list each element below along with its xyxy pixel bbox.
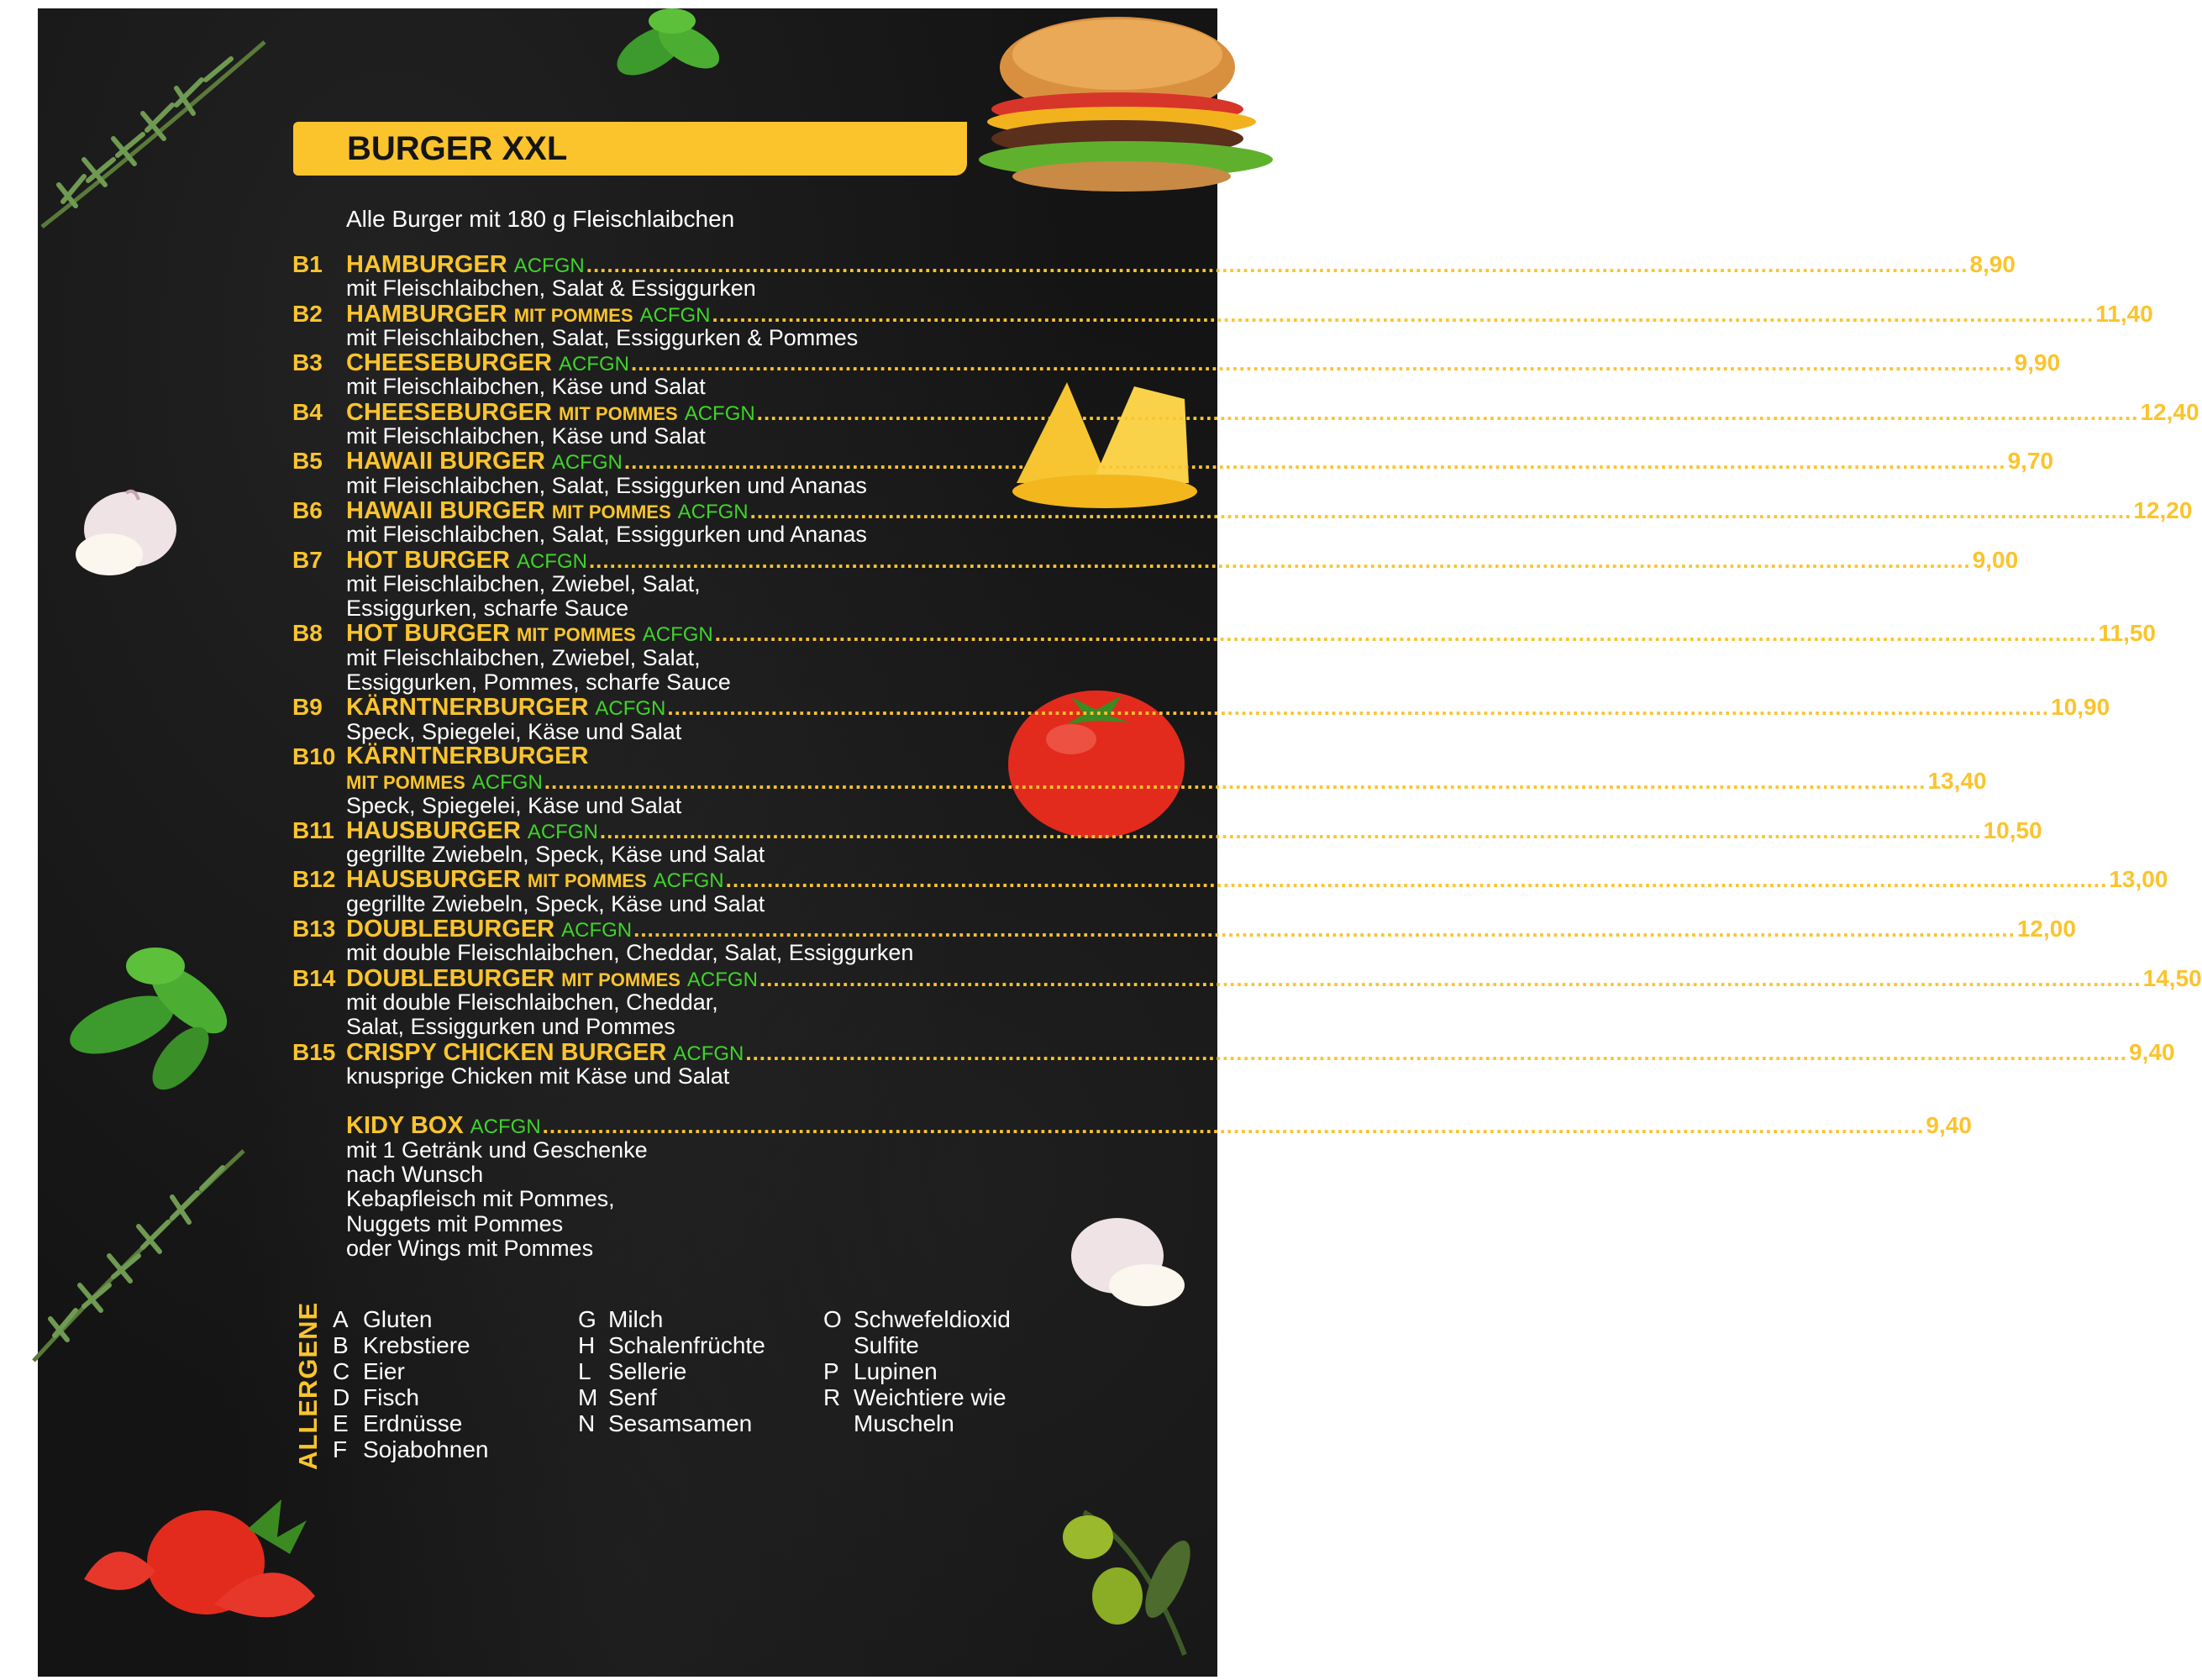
item-code: B5 bbox=[292, 448, 323, 475]
dot-leader: ........................................................................................................................................................................................................ bbox=[749, 497, 2132, 523]
dot-leader: ........................................................................................................................................................................................................ bbox=[586, 252, 1968, 277]
item-description: Essiggurken, scharfe Sauce bbox=[346, 596, 629, 622]
item-description: mit Fleischlaibchen, Zwiebel, Salat, bbox=[346, 570, 701, 596]
dot-leader: ........................................................................................................................................................................................................ bbox=[542, 1113, 1925, 1139]
item-allergens: ACFGN bbox=[558, 353, 629, 376]
menu-item bbox=[292, 866, 2168, 916]
olives-image bbox=[1050, 1495, 1201, 1663]
menu-item bbox=[292, 251, 2015, 302]
item-name: HAMBURGER bbox=[346, 251, 507, 278]
item-name-line bbox=[346, 620, 2156, 648]
allergen-name: Eier bbox=[363, 1358, 405, 1384]
item-allergens: ACFGN bbox=[673, 1042, 744, 1065]
item-name-line bbox=[346, 744, 967, 769]
item-price: 12,20 bbox=[2133, 496, 2193, 523]
menu-item bbox=[292, 694, 2110, 744]
item-allergens: ACFGN bbox=[470, 1116, 541, 1139]
item-price: 9,40 bbox=[1926, 1112, 1972, 1139]
menu-item bbox=[292, 742, 1987, 818]
subtitle: Alle Burger mit 180 g Fleischlaibchen bbox=[346, 206, 735, 232]
menu-item-head bbox=[292, 694, 2110, 722]
item-name-line bbox=[346, 694, 2110, 722]
item-allergens: ACFGN bbox=[551, 451, 623, 475]
item-description: Speck, Spiegelei, Käse und Salat bbox=[346, 792, 682, 818]
item-price: 9,70 bbox=[2007, 448, 2054, 475]
item-description: Salat, Essiggurken und Pommes bbox=[346, 1014, 675, 1040]
allergen-letter: B bbox=[333, 1332, 349, 1358]
item-name: KIDY BOX bbox=[346, 1112, 464, 1140]
item-allergens: ACFGN bbox=[471, 771, 543, 795]
item-code: B6 bbox=[292, 496, 323, 523]
item-description: mit Fleischlaibchen, Salat, Essiggurken und Ananas bbox=[346, 522, 867, 548]
menu-item-head bbox=[292, 496, 2193, 524]
allergen-letter: E bbox=[333, 1410, 349, 1436]
item-allergens: ACFGN bbox=[684, 402, 755, 425]
item-name-line bbox=[346, 448, 2054, 475]
item-name-line bbox=[346, 916, 2076, 943]
item-description: mit Fleischlaibchen, Salat & Essiggurken bbox=[346, 276, 756, 302]
item-description: mit Fleischlaibchen, Salat, Essiggurken und Ananas bbox=[346, 472, 867, 498]
menu-item bbox=[292, 916, 2076, 966]
allergen-letter: L bbox=[578, 1358, 591, 1384]
allergen-name: Senf bbox=[608, 1384, 657, 1410]
item-name: HAWAII BURGER bbox=[346, 448, 545, 475]
item-allergens: ACFGN bbox=[653, 869, 724, 893]
item-description: gegrillte Zwiebeln, Speck, Käse und Salat bbox=[346, 890, 765, 916]
menu-item bbox=[292, 448, 2054, 498]
allergen-column-1 bbox=[333, 1306, 488, 1462]
item-allergens: ACFGN bbox=[677, 500, 749, 523]
item-name-line bbox=[346, 866, 2168, 894]
menu-item bbox=[292, 816, 2042, 868]
item-suffix: MIT POMMES bbox=[527, 870, 647, 892]
item-allergens: ACFGN bbox=[513, 255, 585, 277]
cheese-image bbox=[1008, 374, 1201, 512]
menu-item-head bbox=[292, 398, 2199, 426]
menu-item bbox=[292, 1112, 1972, 1261]
allergen-name: Gluten bbox=[363, 1306, 433, 1332]
item-description: Speck, Spiegelei, Käse und Salat bbox=[346, 718, 682, 744]
menu-item-head bbox=[292, 300, 2153, 328]
item-name: HAMBURGER bbox=[346, 300, 507, 328]
item-price: 11,50 bbox=[2098, 620, 2156, 647]
item-price: 11,40 bbox=[2095, 300, 2153, 327]
item-suffix: MIT POMMES bbox=[551, 501, 671, 522]
dot-leader: ........................................................................................................................................................................................................ bbox=[630, 350, 2013, 376]
item-suffix: MIT POMMES bbox=[346, 772, 465, 794]
item-name: HOT BURGER bbox=[346, 620, 510, 648]
dot-leader: ........................................................................................................................................................................................................ bbox=[599, 817, 1982, 843]
allergen-row bbox=[333, 1306, 488, 1332]
menu-item-head bbox=[292, 1112, 1972, 1140]
allergen-letter: G bbox=[578, 1306, 596, 1332]
menu-item-head bbox=[292, 916, 2076, 943]
item-price: 10,90 bbox=[2051, 694, 2110, 721]
menu-item-head bbox=[292, 1038, 2175, 1066]
dot-leader: ........................................................................................................................................................................................................ bbox=[667, 695, 2050, 721]
allergen-row bbox=[823, 1332, 1011, 1358]
menu-item-head bbox=[292, 349, 2061, 377]
allergen-letter: R bbox=[823, 1384, 841, 1410]
item-code: B15 bbox=[292, 1038, 336, 1065]
garlic-left-image bbox=[55, 483, 181, 580]
allergen-name: Sojabohnen bbox=[363, 1436, 489, 1462]
item-code: B9 bbox=[292, 694, 323, 721]
item-name-line bbox=[346, 398, 2199, 426]
allergen-name: Sesamsamen bbox=[608, 1410, 753, 1436]
garlic-right-image bbox=[1067, 1210, 1193, 1310]
menu-item-head bbox=[292, 448, 2054, 475]
tomatoes-bottom-image bbox=[80, 1495, 332, 1638]
item-description: mit Fleischlaibchen, Käse und Salat bbox=[346, 374, 706, 400]
item-price: 13,40 bbox=[1927, 768, 1987, 795]
allergen-row bbox=[333, 1410, 488, 1436]
item-description: mit Fleischlaibchen, Käse und Salat bbox=[346, 423, 706, 449]
allergen-name: Erdnüsse bbox=[363, 1410, 463, 1436]
allergen-letter bbox=[823, 1332, 854, 1358]
allergen-letter: N bbox=[578, 1410, 596, 1436]
item-description: mit 1 Getränk und Geschenke bbox=[346, 1137, 648, 1163]
item-name-line bbox=[346, 546, 2019, 574]
menu-item-head bbox=[292, 964, 2202, 992]
allergen-row bbox=[333, 1436, 488, 1462]
item-name: CHEESEBURGER bbox=[346, 349, 552, 377]
item-name-line bbox=[346, 1112, 1972, 1140]
item-name-line bbox=[346, 964, 2202, 992]
item-suffix: MIT POMMES bbox=[513, 304, 633, 326]
item-name: HOT BURGER bbox=[346, 546, 510, 574]
page-title: BURGER XXL bbox=[347, 130, 568, 167]
item-description: mit double Fleischlaibchen, Cheddar, bbox=[346, 989, 718, 1015]
dot-leader: ........................................................................................................................................................................................................ bbox=[712, 301, 2094, 327]
item-price: 9,90 bbox=[2014, 349, 2061, 376]
dot-leader: ........................................................................................................................................................................................................ bbox=[588, 547, 1971, 573]
item-name: HAUSBURGER bbox=[346, 816, 521, 844]
item-code: B7 bbox=[292, 546, 323, 573]
menu-item bbox=[292, 398, 2199, 449]
item-allergens: ACFGN bbox=[686, 968, 758, 991]
item-suffix: MIT POMMES bbox=[558, 402, 678, 424]
menu-item-head bbox=[292, 546, 2019, 574]
menu-item-head bbox=[292, 251, 2015, 278]
item-price: 12,40 bbox=[2140, 398, 2199, 425]
menu-item bbox=[292, 1038, 2175, 1089]
menu-item-head bbox=[292, 816, 2042, 844]
allergen-letter: F bbox=[333, 1436, 348, 1462]
menu-item-head bbox=[292, 866, 2168, 894]
item-name: KÄRNTNERBURGER bbox=[346, 742, 589, 769]
item-name-line bbox=[346, 1038, 2175, 1066]
item-name-line bbox=[346, 496, 2193, 524]
item-allergens: ACFGN bbox=[527, 820, 598, 843]
dot-leader: ........................................................................................................................................................................................................ bbox=[544, 769, 1926, 795]
dot-leader: ........................................................................................................................................................................................................ bbox=[725, 867, 2108, 893]
item-code: B14 bbox=[292, 964, 336, 991]
allergen-row bbox=[578, 1358, 765, 1384]
item-name: DOUBLEBURGER bbox=[346, 916, 555, 943]
menu-item-head bbox=[292, 768, 1987, 795]
item-description: Essiggurken, Pommes, scharfe Sauce bbox=[346, 669, 731, 696]
allergen-name: Krebstiere bbox=[363, 1332, 470, 1358]
item-description: gegrillte Zwiebeln, Speck, Käse und Salat bbox=[346, 842, 765, 868]
menu-item bbox=[292, 300, 2153, 351]
item-name: HAUSBURGER bbox=[346, 866, 521, 894]
item-description: nach Wunsch bbox=[346, 1161, 484, 1187]
item-description: mit Fleischlaibchen, Salat, Essiggurken & Pommes bbox=[346, 324, 859, 350]
allergen-row bbox=[333, 1332, 488, 1358]
item-description: Nuggets mit Pommes bbox=[346, 1210, 564, 1236]
allergen-letter: P bbox=[823, 1358, 839, 1384]
allergen-name: Lupinen bbox=[854, 1358, 938, 1384]
allergen-name: Fisch bbox=[363, 1384, 419, 1410]
item-price: 14,50 bbox=[2142, 964, 2202, 991]
allergen-row bbox=[823, 1384, 1011, 1410]
menu-item-head bbox=[292, 744, 967, 769]
allergen-name: Sulfite bbox=[854, 1332, 919, 1358]
item-code: B13 bbox=[292, 916, 336, 942]
allergen-name: Weichtiere wie bbox=[854, 1384, 1006, 1410]
basil-left-image bbox=[63, 932, 248, 1092]
allergen-name: Sellerie bbox=[608, 1358, 687, 1384]
item-price: 8,90 bbox=[1969, 251, 2015, 277]
item-price: 13,00 bbox=[2109, 866, 2168, 893]
item-name-line bbox=[346, 768, 1987, 795]
allergen-name: Milch bbox=[608, 1306, 664, 1332]
item-code: B10 bbox=[292, 743, 336, 769]
allergen-row bbox=[333, 1384, 488, 1410]
item-allergens: ACFGN bbox=[561, 919, 633, 942]
item-code: B3 bbox=[292, 349, 323, 376]
allergen-row bbox=[578, 1384, 765, 1410]
menu-list bbox=[292, 251, 2202, 1261]
menu-item-head bbox=[292, 620, 2156, 648]
item-name-line bbox=[346, 349, 2061, 377]
item-price: 10,50 bbox=[1983, 816, 2042, 843]
item-code: B11 bbox=[292, 816, 334, 843]
menu-item bbox=[292, 546, 2019, 622]
allergen-letter: C bbox=[333, 1358, 350, 1384]
item-code: B4 bbox=[292, 398, 323, 425]
allergen-letter: A bbox=[333, 1306, 349, 1332]
allergen-letter: D bbox=[333, 1384, 350, 1410]
allergen-row bbox=[333, 1358, 488, 1384]
dot-leader: ........................................................................................................................................................................................................ bbox=[745, 1039, 2128, 1065]
allergen-letter: O bbox=[823, 1306, 842, 1332]
item-description: mit double Fleischlaibchen, Cheddar, Salat, Essiggurken bbox=[346, 940, 914, 966]
allergen-row bbox=[578, 1332, 765, 1358]
item-price: 9,40 bbox=[2129, 1038, 2175, 1065]
allergen-letter: M bbox=[578, 1384, 598, 1410]
item-name: DOUBLEBURGER bbox=[346, 964, 555, 992]
allergen-column-2 bbox=[578, 1306, 765, 1436]
allergen-column-3 bbox=[823, 1306, 1011, 1436]
allergen-row bbox=[578, 1306, 765, 1332]
basil-top-image bbox=[609, 0, 727, 113]
allergen-row bbox=[823, 1358, 1011, 1384]
item-suffix: MIT POMMES bbox=[561, 969, 681, 990]
item-name-line bbox=[346, 300, 2153, 328]
menu-item bbox=[292, 496, 2193, 548]
item-price: 12,00 bbox=[2016, 916, 2076, 942]
item-name: CHEESEBURGER bbox=[346, 398, 552, 426]
item-description: Kebapfleisch mit Pommes, bbox=[346, 1186, 615, 1212]
allergen-name: Schalenfrüchte bbox=[608, 1332, 765, 1358]
item-code: B8 bbox=[292, 620, 323, 647]
title-banner bbox=[293, 122, 967, 176]
item-code: B2 bbox=[292, 300, 323, 327]
item-name: HAWAII BURGER bbox=[346, 496, 545, 524]
menu-item bbox=[292, 620, 2156, 696]
item-description: mit Fleischlaibchen, Zwiebel, Salat, bbox=[346, 644, 701, 670]
rosemary-bottom-image bbox=[25, 1134, 260, 1369]
item-allergens: ACFGN bbox=[595, 697, 666, 721]
item-allergens: ACFGN bbox=[639, 303, 711, 327]
item-code: B1 bbox=[292, 251, 323, 277]
item-description: knusprige Chicken mit Käse und Salat bbox=[346, 1063, 730, 1089]
allergen-name: Schwefeldioxid bbox=[854, 1306, 1011, 1332]
item-allergens: ACFGN bbox=[642, 623, 713, 647]
allergen-name: Muscheln bbox=[854, 1410, 954, 1436]
menu-item bbox=[292, 349, 2061, 400]
item-name: CRISPY CHICKEN BURGER bbox=[346, 1038, 667, 1066]
item-name-line bbox=[346, 251, 2015, 278]
item-name: KÄRNTNERBURGER bbox=[346, 694, 589, 722]
allergen-letter: H bbox=[578, 1332, 596, 1358]
item-name-line bbox=[346, 816, 2042, 844]
allergen-row bbox=[578, 1410, 765, 1436]
allergen-letter bbox=[823, 1410, 854, 1436]
dot-leader: ........................................................................................................................................................................................................ bbox=[633, 916, 2015, 942]
rosemary-top-image bbox=[38, 25, 273, 235]
spacer bbox=[292, 1089, 967, 1113]
item-price: 9,00 bbox=[1972, 546, 2019, 573]
allergen-row bbox=[823, 1306, 1011, 1332]
allergen-row bbox=[823, 1410, 1011, 1436]
dot-leader: ........................................................................................................................................................................................................ bbox=[756, 399, 2139, 425]
allergene-title: ALLERGENE bbox=[293, 1301, 323, 1470]
item-description: oder Wings mit Pommes bbox=[346, 1235, 594, 1261]
item-allergens: ACFGN bbox=[516, 549, 587, 573]
dot-leader: ........................................................................................................................................................................................................ bbox=[714, 621, 2097, 647]
menu-item bbox=[292, 964, 2202, 1040]
dot-leader: ........................................................................................................................................................................................................ bbox=[623, 449, 2006, 475]
item-code: B12 bbox=[292, 866, 336, 893]
burger-image bbox=[983, 8, 1285, 202]
dot-leader: ........................................................................................................................................................................................................ bbox=[759, 965, 2142, 991]
item-suffix: MIT POMMES bbox=[516, 624, 636, 646]
